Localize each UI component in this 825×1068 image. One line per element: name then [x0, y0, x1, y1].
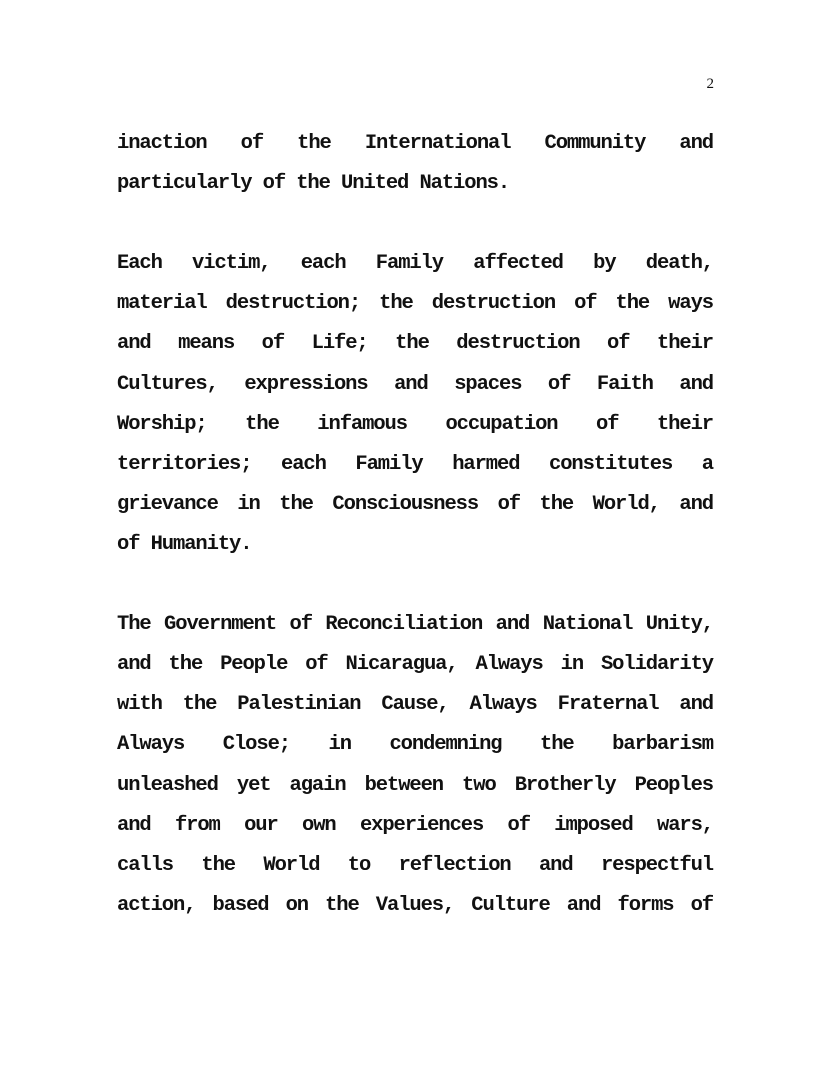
text-line: action, based on the Values, Culture and forms of — [117, 893, 713, 917]
text-line: Each victim, each Family affected by death, — [117, 252, 713, 276]
paragraph-1 — [117, 124, 713, 204]
text-line: grievance in the Consciousness of the World, and — [117, 492, 713, 516]
text-line: particularly of the United Nations. — [117, 172, 510, 196]
text-line: material destruction; the destruction of the ways — [117, 292, 713, 316]
text-line: Worship; the infamous occupation of their — [117, 412, 713, 436]
text-line: Always Close; in condemning the barbarism — [117, 733, 713, 757]
text-line: The Government of Reconciliation and National Unity, — [117, 613, 713, 637]
text-line: and the People of Nicaragua, Always in Solidarity — [117, 653, 713, 677]
paragraph-3 — [117, 605, 713, 926]
page-number: 2 — [706, 76, 714, 92]
text-line: and means of Life; the destruction of their — [117, 332, 713, 356]
body-text — [117, 124, 713, 966]
text-line: inaction of the International Community and — [117, 132, 713, 155]
text-line: territories; each Family harmed constitutes a — [117, 452, 713, 476]
text-line: Cultures, expressions and spaces of Faith and — [117, 372, 713, 396]
text-line: calls the World to reflection and respectful — [117, 853, 713, 877]
paragraph-2 — [117, 244, 713, 565]
text-line: unleashed yet again between two Brotherly Peoples — [117, 773, 713, 797]
text-line: with the Palestinian Cause, Always Fraternal and — [117, 693, 713, 717]
text-line: of Humanity. — [117, 532, 252, 556]
text-line: and from our own experiences of imposed wars, — [117, 813, 713, 837]
